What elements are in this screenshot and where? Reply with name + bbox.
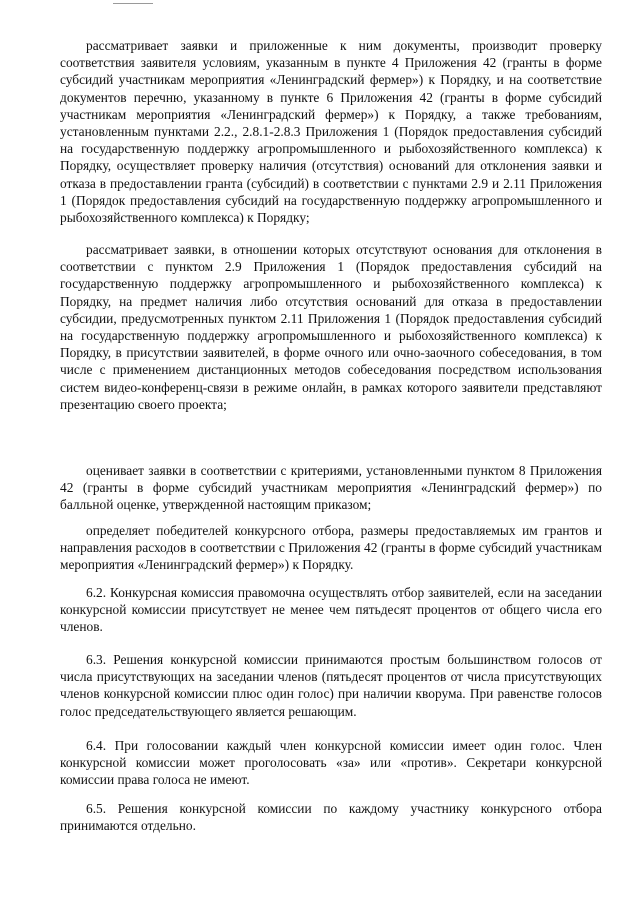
clause-6-4 (60, 737, 602, 789)
page-top-mark (113, 0, 153, 4)
clause-6-5 (60, 800, 602, 834)
paragraph-text: 6.2. Конкурсная комиссия правомочна осуществлять отбор заявителей, если на заседании конкурсной комиссии присутствует не менее чем пятьдесят процентов от общего числа его членов. (60, 585, 602, 635)
paragraph-determine-winners (60, 522, 602, 574)
paragraph-text: определяет победителей конкурсного отбора, размеры предоставляемых им грантов и направления расходов в соответствии с Приложения 42 (гранты в форме субсидий участникам мероприятия «Ленинградский фермер») к Порядку. (60, 523, 602, 573)
paragraph-evaluate-applications (60, 462, 602, 514)
paragraph-review-documents (60, 37, 602, 226)
clause-6-2 (60, 584, 602, 636)
paragraph-text: 6.4. При голосовании каждый член конкурсной комиссии имеет один голос. Член конкурсной комиссии может проголосовать «за» или «против». Секретари конкурсной комиссии права голоса не имеют. (60, 738, 602, 788)
paragraph-review-applications (60, 241, 602, 413)
paragraph-text: рассматривает заявки, в отношении которых отсутствуют основания для отклонения в соответствии с пунктом 2.9 Приложения 1 (Порядок предоставления субсидий на государственную поддержку агропромышленного и рыбохозяйственного комплекса) к Порядку, на предмет наличия либо отсутствия оснований для отказа в предоставлении субсидии, предусмотренных пунктом 2.11 Приложения 1 (Порядок предоставления субсидий на государственную поддержку агропромышленного и рыбохозяйственного комплекса) к Порядку, в присутствии заявителей, в форме очного или очно-заочного собеседования, в том числе с применением дистанционных методов собеседования посредством использования систем видео-конференц-связи в режиме онлайн, в рамках которого заявители представляют презентацию своего проекта; (60, 242, 602, 412)
paragraph-text: 6.3. Решения конкурсной комиссии принимаются простым большинством голосов от числа присутствующих на заседании членов (пятьдесят процентов от числа присутствующих членов конкурсной комиссии плюс один голос) при наличии кворума. При равенстве голосов голос председательствующего является решающим. (60, 652, 602, 719)
paragraph-text: оценивает заявки в соответствии с критериями, установленными пунктом 8 Приложения 42 (гранты в форме субсидий участникам мероприятия «Ленинградский фермер») по балльной оценке, утвержденной настоящим приказом; (60, 463, 602, 513)
paragraph-text: 6.5. Решения конкурсной комиссии по каждому участнику конкурсного отбора принимаются отдельно. (60, 801, 602, 834)
clause-6-3 (60, 651, 602, 720)
paragraph-text: рассматривает заявки и приложенные к ним документы, производит проверку соответствия заявителя условиям, указанным в пункте 4 Приложения 42 (гранты в форме субсидий участникам мероприятия «Ленинградский фермер») к Порядку, и на соответствие документов перечню, указанному в пункте 6 Приложения 42 (гранты в форме субсидий участникам мероприятия «Ленинградский фермер») к Порядку, а также требованиям, установленным пунктами 2.2., 2.8.1-2.8.3 Приложения 1 (Порядок предоставления субсидий на государственную поддержку агропромышленного и рыбохозяйственного комплекса) к Порядку, осуществляет проверку наличия (отсутствия) оснований для отклонения заявки и отказа в предоставлении гранта (субсидий) в соответствии с пунктами 2.9 и 2.11 Приложения 1 (Порядок предоставления субсидий на государственную поддержку агропромышленного и рыбохозяйственного комплекса) к Порядку; (60, 38, 602, 226)
